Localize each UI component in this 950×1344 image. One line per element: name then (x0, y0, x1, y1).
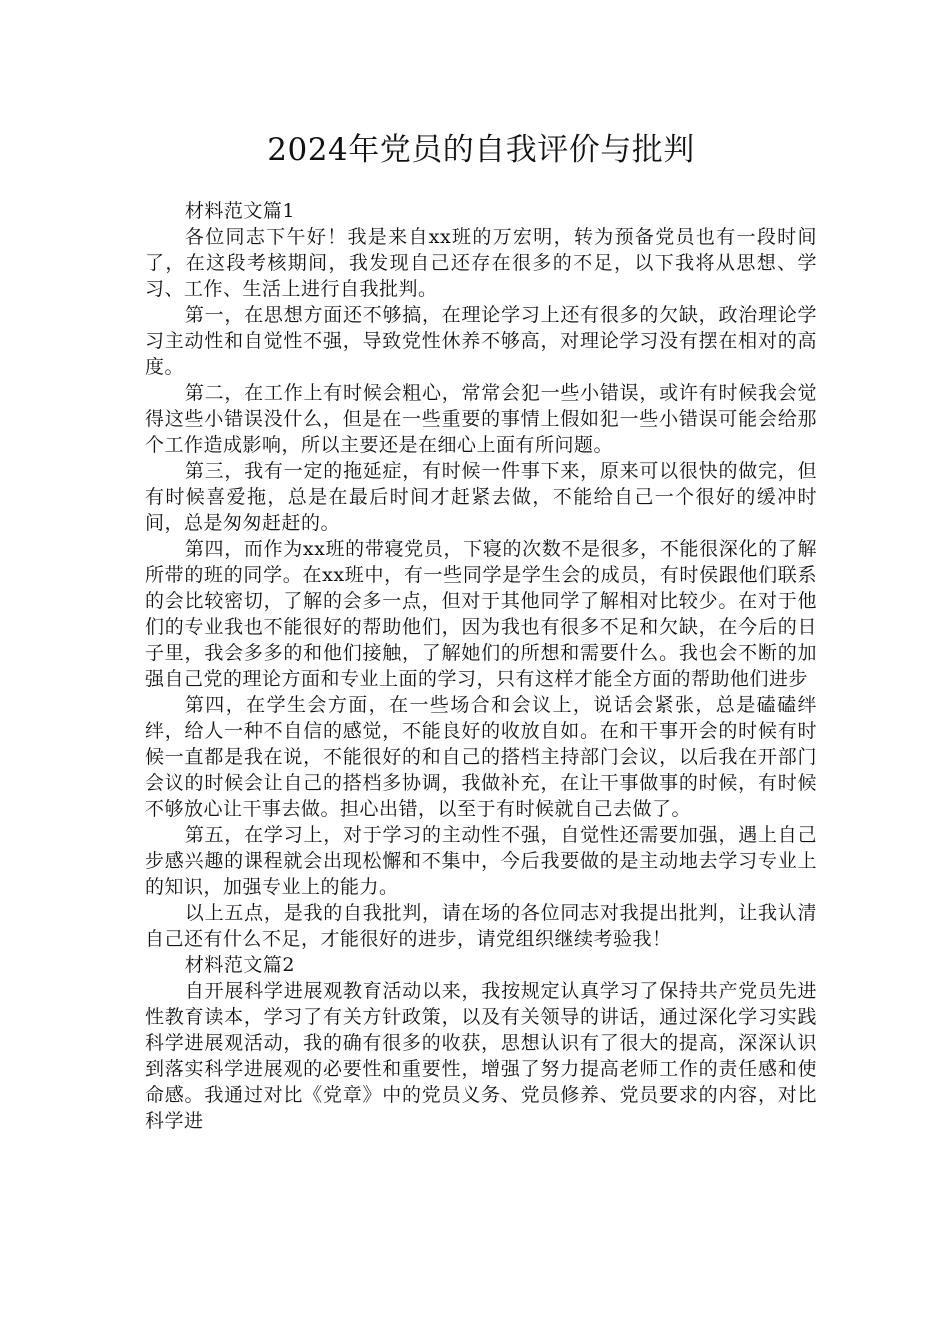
paragraph: 第二，在工作上有时候会粗心，常常会犯一些小错误，或许有时候我会觉得这些小错误没什么，但是在一些重要的事情上假如犯一些小错误可能会给那个工作造成影响，所以主要还是在细心上面有所问题。 (145, 382, 817, 456)
paragraph: 第四，在学生会方面，在一些场合和会议上，说话会紧张，总是磕磕绊绊，给人一种不自信的感觉，不能良好的收放自如。在和干事开会的时候有时候一直都是我在说，不能很好的和自己的搭档主持部门会议，以后我在开部门会议的时候会让自己的搭档多协调，我做补充，在让干事做事的时候，有时候不够放心让干事去做。担心出错，以至于有时候就自己去做了。 (145, 694, 817, 820)
paragraph: 第三，我有一定的拖延症，有时候一件事下来，原来可以很快的做完，但有时候喜爱拖，总是在最后时间才赶紧去做，不能给自己一个很好的缓冲时间，总是匆匆赶赶的。 (145, 460, 817, 534)
paragraph: 自开展科学进展观教育活动以来，我按规定认真学习了保持共产党员先进性教育读本，学习了有关方针政策，以及有关领导的讲话，通过深化学习实践科学进展观活动，我的确有很多的收获，思想认识有了很大的提高，深深认识到落实科学进展观的必要性和重要性，增强了努力提高老师工作的责任感和使命感。我通过对比《党章》中的党员义务、党员修养、党员要求的内容，对比科学进 (145, 980, 817, 1132)
document-title: 2024年党员的自我评价与批判 (267, 132, 695, 168)
document-body (145, 198, 817, 1134)
paragraph: 第四，而作为xx班的带寝党员，下寝的次数不是很多，不能很深化的了解所带的班的同学。在xx班中，有一些同学是学生会的成员，有时侯跟他们联系的会比较密切，了解的会多一点，但对于其他同学了解相对比较少。在对于他们的专业我也不能很好的帮助他们，因为我也有很多不足和欠缺，在今后的日子里，我会多多的和他们接触，了解她们的所想和需要什么。我也会不断的加强自己党的理论方面和专业上面的学习，只有这样才能全方面的帮助他们进步 (145, 538, 817, 690)
section-label-2: 材料范文篇2 (184, 954, 295, 976)
section-label-1: 材料范文篇1 (184, 200, 295, 222)
paragraph: 第一，在思想方面还不够搞，在理论学习上还有很多的欠缺，政治理论学习主动性和自觉性不强，导致党性休养不够高，对理论学习没有摆在相对的高度。 (145, 304, 817, 378)
paragraph: 各位同志下午好！我是来自xx班的万宏明，转为预备党员也有一段时间了，在这段考核期间，我发现自己还存在很多的不足，以下我将从思想、学习、工作、生活上进行自我批判。 (145, 226, 817, 300)
document-page (145, 128, 817, 1134)
paragraph: 第五，在学习上，对于学习的主动性不强，自觉性还需要加强，遇上自己步感兴趣的课程就会出现松懈和不集中，今后我要做的是主动地去学习专业上的知识，加强专业上的能力。 (145, 824, 817, 898)
paragraph: 以上五点，是我的自我批判，请在场的各位同志对我提出批判，让我认清自己还有什么不足，才能很好的进步，请党组织继续考验我！ (145, 902, 817, 950)
